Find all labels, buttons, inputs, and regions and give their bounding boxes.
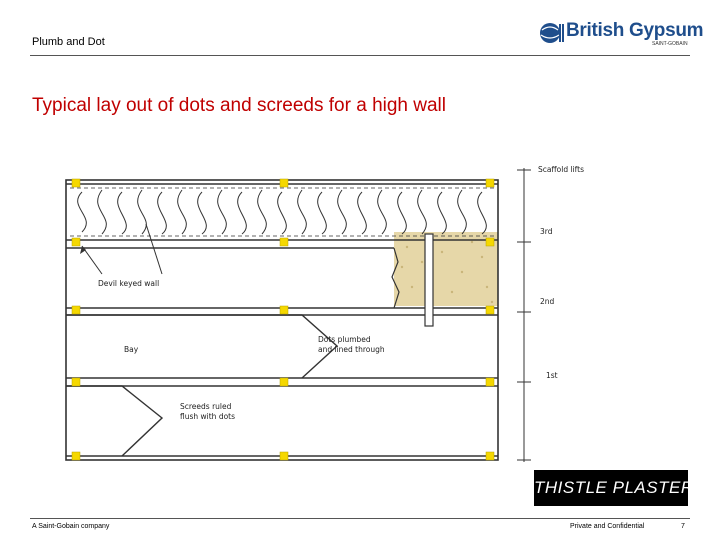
thistle-plasters-badge <box>534 470 706 506</box>
label-screeds-line1: Screeds ruled <box>180 402 232 411</box>
slide-title: Typical lay out of dots and screeds for a high wall <box>32 95 447 116</box>
header-title: Plumb and Dot <box>32 36 105 48</box>
label-2nd: 2nd <box>540 297 555 306</box>
header-divider <box>30 55 690 56</box>
label-screeds-line2: flush with dots <box>180 412 236 421</box>
dashed-lines <box>70 188 494 236</box>
bay-arrow <box>66 315 337 378</box>
devil-keyed-squiggles <box>78 190 487 234</box>
plumb-rule <box>425 234 433 326</box>
logo-subtext: SAINT-GOBAIN <box>652 41 688 47</box>
leader-squiggle-line <box>146 224 162 274</box>
footer-divider <box>30 518 690 519</box>
footer-company: A Saint-Gobain company <box>32 523 110 530</box>
logo-text: British Gypsum <box>566 20 704 41</box>
label-scaffold-lifts: Scaffold lifts <box>538 165 584 174</box>
wall-diagram <box>62 162 612 462</box>
footer-page-number: 7 <box>681 523 685 530</box>
label-bay: Bay <box>124 345 139 354</box>
screeds-arrow <box>66 386 162 456</box>
label-devil-keyed-wall: Devil keyed wall <box>98 279 160 288</box>
label-dots-line2: and lined through <box>318 345 385 354</box>
label-1st: 1st <box>546 371 558 380</box>
thistle-plasters-text: THISTLE PLASTERS <box>534 478 706 497</box>
label-dots-line1: Dots plumbed <box>318 335 371 344</box>
scaffold-scale <box>517 168 531 462</box>
label-3rd: 3rd <box>540 227 553 236</box>
globe-icon <box>537 18 567 48</box>
footer-confidential: Private and Confidential <box>570 523 645 530</box>
plaster-fill <box>394 232 498 306</box>
